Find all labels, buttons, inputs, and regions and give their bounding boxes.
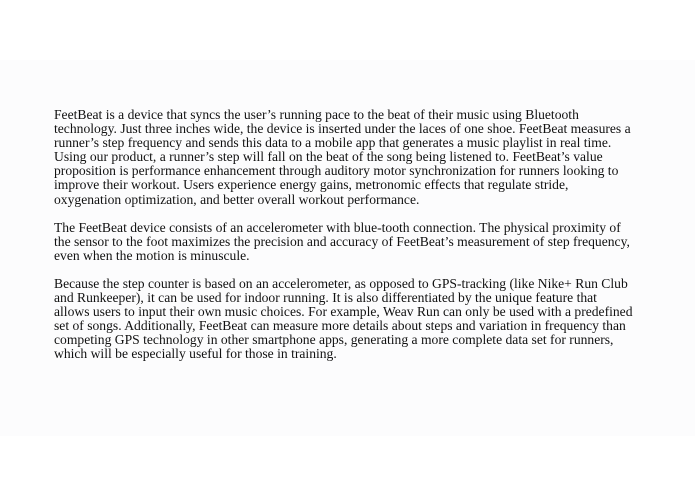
paragraph-differentiation: Because the step counter is based on an accelerometer, as opposed to GPS-tracking (like Nike+ Run Club and Runkeeper), it can be used for indoor running. It is also differentiated by the unique feature that allows users to input their own music choices. For example, Weav Run can only be used with a predefined set of songs. Additionally, FeetBeat can measure more details about steps and variation in frequency than competing GPS technology in other smartphone apps, generating a more complete data set for runners, which will be especially useful for those in training.	[54, 275, 633, 362]
document-body	[54, 108, 634, 376]
paragraph-overview: FeetBeat is a device that syncs the user’s running pace to the beat of their music using Bluetooth technology. Just three inches wide, the device is inserted under the laces of one shoe. FeetBeat measures a runner’s step frequency and sends this data to a mobile app that generates a music playlist in real time. Using our product, a runner’s step will fall on the beat of the song being listened to. FeetBeat’s value proposition is performance enhancement through auditory motor synchronization for runners looking to improve their workout. Users experience energy gains, metronomic effects that regulate stride, oxygenation optimization, and better overall workout performance.	[54, 107, 631, 207]
paragraph-device: The FeetBeat device consists of an accelerometer with blue-tooth connection. The physical proximity of the sensor to the foot maximizes the precision and accuracy of FeetBeat’s measurement of step frequency, even when the motion is minuscule.	[54, 219, 630, 263]
